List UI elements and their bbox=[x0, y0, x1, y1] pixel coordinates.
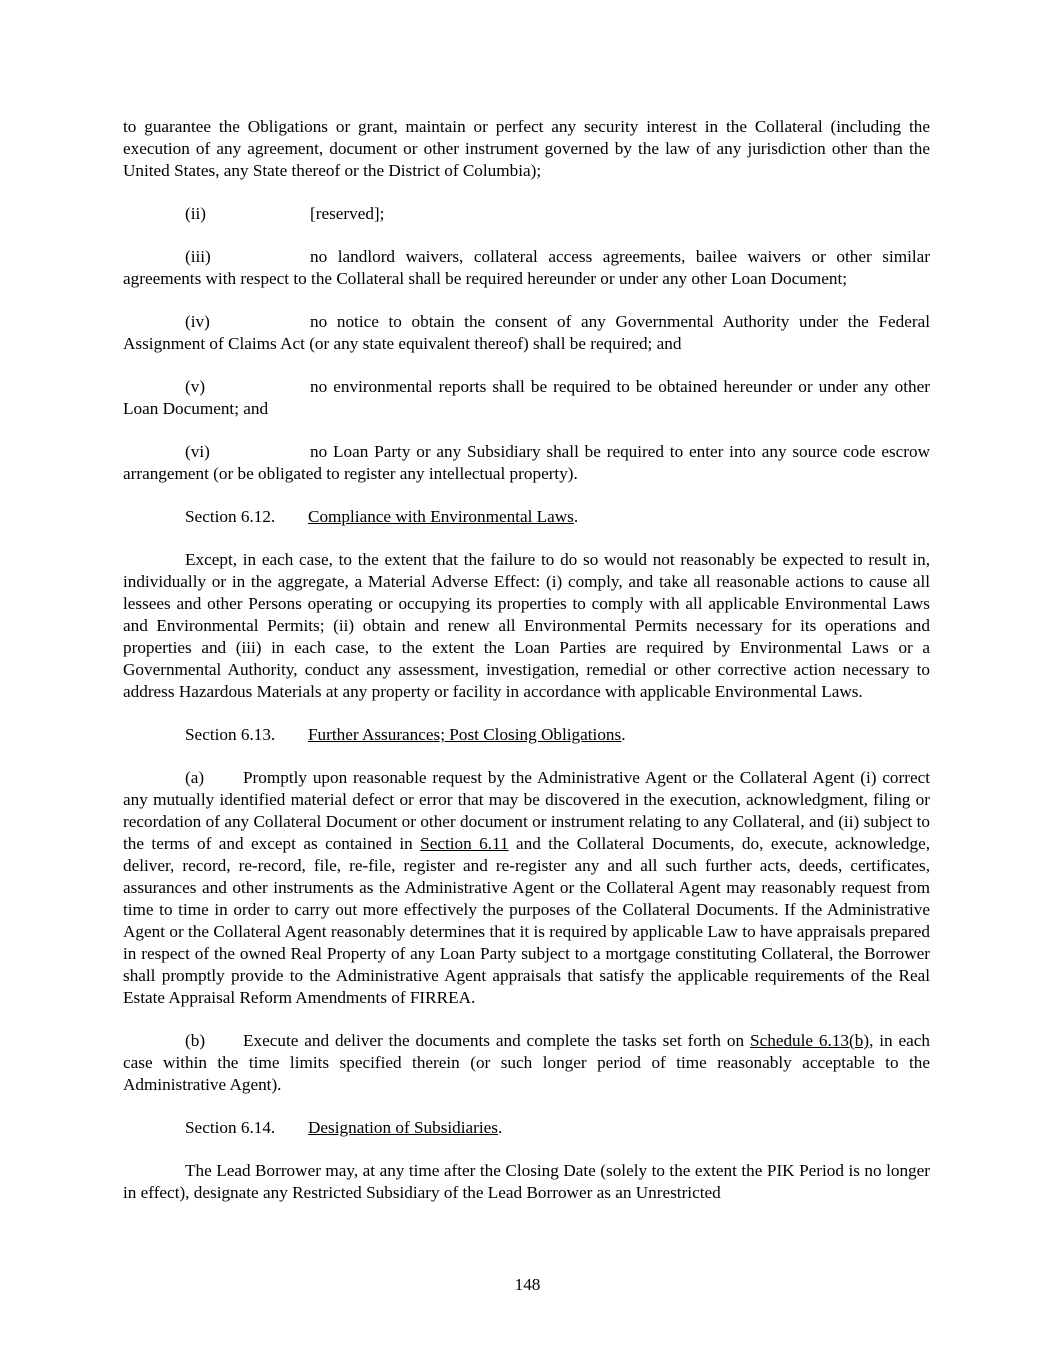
section-heading-6-12 bbox=[123, 506, 930, 528]
list-item-ii-text: [reserved]; bbox=[310, 204, 385, 223]
list-item-iii-label: (iii) bbox=[185, 247, 211, 266]
clause-a-text-2: and the Collateral Documents, do, execute, acknowledge, deliver, record, re-record, file, re-file, register and re-register any and all such further acts, deeds, certificates, assurances and other instruments as the Administrative Agent or the Collateral Agent may reasonably request from time to time in order to carry out more effectively the purposes of the Collateral Documents. If the Administrative Agent or the Collateral Agent reasonably determines that it is required by applicable Law to have appraisals prepared in respect of the owned Real Property of any Loan Party subject to a mortgage constituting Collateral, the Borrower shall promptly provide to the Administrative Agent appraisals that satisfy the applicable requirements of the Real Estate Appraisal Reform Amendments of FIRREA. bbox=[123, 834, 931, 1007]
section-6-14-title: Designation of Subsidiaries bbox=[308, 1118, 498, 1137]
section-6-12-title: Compliance with Environmental Laws bbox=[308, 507, 574, 526]
paragraph-designation-subsidiaries: The Lead Borrower may, at any time after the Closing Date (solely to the extent the PIK Period is no longer in effect), designate any Restricted Subsidiary of the Lead Borrower as an Unrestricted bbox=[123, 1161, 930, 1202]
list-item-vi-label: (vi) bbox=[185, 442, 210, 461]
list-item-v bbox=[123, 376, 930, 420]
section-6-14-number: Section 6.14. bbox=[185, 1118, 276, 1137]
clause-b-text-1: Execute and deliver the documents and complete the tasks set forth on bbox=[243, 1031, 751, 1050]
list-item-iii bbox=[123, 246, 930, 290]
section-6-13-number: Section 6.13. bbox=[185, 725, 276, 744]
list-item-v-text: no environmental reports shall be required to be obtained hereunder or under any other Loan Document; and bbox=[123, 377, 930, 418]
section-heading-6-14 bbox=[123, 1117, 930, 1139]
clause-b-paragraph bbox=[123, 1030, 930, 1096]
list-item-v-label: (v) bbox=[185, 377, 206, 396]
section-6-13-period: . bbox=[621, 725, 626, 744]
list-item-iv-label: (iv) bbox=[185, 312, 210, 331]
section-heading-6-13 bbox=[123, 724, 930, 746]
list-item-iv bbox=[123, 311, 930, 355]
section-6-12-number: Section 6.12. bbox=[185, 507, 276, 526]
clause-a-label: (a) bbox=[185, 768, 205, 787]
list-item-ii bbox=[123, 203, 930, 225]
list-item-vi-text: no Loan Party or any Subsidiary shall be required to enter into any source code escrow arrangement (or be obligated to register any intellectual property). bbox=[123, 442, 930, 483]
page-footer bbox=[0, 1274, 1055, 1296]
section-6-14-period: . bbox=[498, 1118, 503, 1137]
cross-reference-schedule-6-13b: Schedule 6.13(b) bbox=[750, 1031, 870, 1050]
section-6-12-period: . bbox=[573, 507, 579, 526]
clause-a-paragraph bbox=[123, 767, 930, 1009]
paragraph-environmental-compliance: Except, in each case, to the extent that the failure to do so would not reasonably be expected to result in, individually or in the aggregate, a Material Adverse Effect: (i) comply, and take all reasonable actions to cause all lessees and other Persons operating or occupying its properties to comply with all applicable Environmental Laws and Environmental Permits; (ii) obtain and renew all Environmental Permits necessary for its operations and properties and (iii) in each case, to the extent the Loan Parties are required by Environmental Laws or a Governmental Authority, conduct any assessment, investigation, remedial or other corrective action necessary to address Hazardous Materials at any property or facility in accordance with applicable Environmental Laws. bbox=[123, 550, 930, 701]
list-item-iv-text: no notice to obtain the consent of any Governmental Authority under the Federal Assignment of Claims Act (or any state equivalent thereof) shall be required; and bbox=[123, 312, 930, 353]
section-6-13-title: Further Assurances; Post Closing Obligations bbox=[308, 725, 622, 744]
clause-b-label: (b) bbox=[185, 1031, 206, 1050]
continuation-paragraph: to guarantee the Obligations or grant, maintain or perfect any security interest in the Collateral (including the execution of any agreement, document or other instrument governed by the law of any jurisdiction other than the United States, any State thereof or the District of Columbia); bbox=[123, 117, 930, 180]
cross-reference-section-6-11: Section 6.11 bbox=[420, 834, 509, 853]
list-item-vi bbox=[123, 441, 930, 485]
clause-b-text-2: , in each case within the time limits specified therein (or such longer period of time reasonably acceptable to the Administrative Agent). bbox=[123, 1031, 931, 1094]
list-item-ii-label: (ii) bbox=[185, 204, 206, 223]
page-number: 148 bbox=[514, 1275, 541, 1294]
clause-a-text-1: Promptly upon reasonable request by the Administrative Agent or the Collateral Agent (i) correct any mutually identified material defect or error that may be discovered in the execution, acknowledgment, filing or recordation of any Collateral Document or other document or instrument relating to any Collateral, and (ii) subject to the terms of and except as contained in bbox=[123, 768, 930, 853]
list-item-iii-text: no landlord waivers, collateral access agreements, bailee waivers or other similar agreements with respect to the Collateral shall be required hereunder or under any other Loan Document; bbox=[123, 247, 930, 288]
